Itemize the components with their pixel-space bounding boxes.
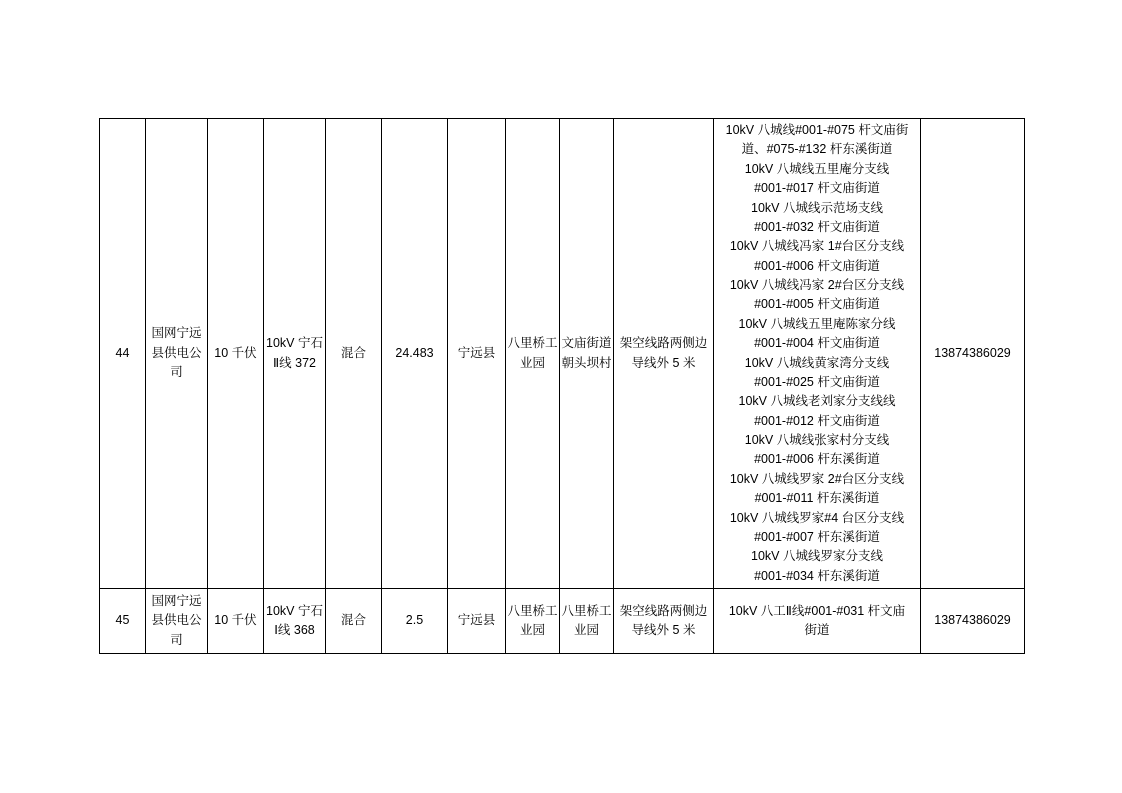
segment-line: #001-#032 杆文庙街道 bbox=[754, 219, 880, 234]
cell-village: 文庙街道朝头坝村 bbox=[560, 119, 614, 589]
cell-protection-range: 架空线路两侧边导线外 5 米 bbox=[614, 589, 714, 654]
cell-unit: 国网宁远县供电公司 bbox=[146, 589, 208, 654]
segment-line: #001-#007 杆东溪街道 bbox=[754, 529, 880, 544]
cell-park: 八里桥工业园 bbox=[506, 589, 560, 654]
segment-line: #001-#025 杆文庙街道 bbox=[754, 374, 880, 389]
segment-line: 10kV 八城线罗家 2#台区分支线 bbox=[729, 471, 905, 486]
cell-unit: 国网宁远县供电公司 bbox=[146, 119, 208, 589]
cell-county: 宁远县 bbox=[448, 119, 506, 589]
table-container bbox=[99, 118, 1024, 654]
segment-list bbox=[715, 121, 919, 586]
cell-line-name: 10kV 宁石Ⅰ线 368 bbox=[264, 589, 326, 654]
segment-line: 10kV 八城线冯家 2#台区分支线 bbox=[729, 278, 905, 292]
segment-line: #001-#006 杆文庙街道 bbox=[754, 258, 880, 273]
cell-nature: 混合 bbox=[326, 119, 382, 589]
table-row bbox=[100, 589, 1025, 654]
segment-line: 10kV 八城线黄家湾分支线 bbox=[744, 355, 890, 370]
segment-line: #001-#006 杆东溪街道 bbox=[754, 452, 880, 467]
segment-line: #001-#011 杆东溪街道 bbox=[754, 491, 880, 506]
segment-line: 10kV 八城线#001-#075 杆文庙街 bbox=[725, 123, 909, 137]
cell-park: 八里桥工业园 bbox=[506, 119, 560, 589]
segment-line: 10kV 八工Ⅱ线#001-#031 杆文庙 bbox=[728, 603, 906, 618]
cell-line-name: 10kV 宁石Ⅱ线 372 bbox=[264, 119, 326, 589]
segment-line: 道、#075-#132 杆东溪街道 bbox=[741, 142, 893, 157]
cell-village: 八里桥工业园 bbox=[560, 589, 614, 654]
power-line-table bbox=[99, 118, 1025, 654]
segment-line: 10kV 八城线老刘家分支线线 bbox=[738, 394, 896, 409]
cell-index: 45 bbox=[100, 589, 146, 654]
segment-line: 10kV 八城线罗家分支线 bbox=[751, 549, 883, 564]
segment-line: 10kV 八城线五里庵分支线 bbox=[744, 161, 890, 176]
cell-protection-range: 架空线路两侧边导线外 5 米 bbox=[614, 119, 714, 589]
cell-phone: 13874386029 bbox=[921, 589, 1025, 654]
segment-line: 10kV 八城线五里庵陈家分线 bbox=[738, 316, 896, 331]
segment-line: #001-#005 杆文庙街道 bbox=[754, 297, 880, 312]
table-row bbox=[100, 119, 1025, 589]
segment-line: 10kV 八城线示范场支线 bbox=[751, 200, 883, 215]
segment-line: #001-#017 杆文庙街道 bbox=[754, 181, 880, 196]
cell-phone: 13874386029 bbox=[921, 119, 1025, 589]
cell-voltage: 10 千伏 bbox=[208, 589, 264, 654]
cell-segments bbox=[714, 119, 921, 589]
segment-line: #001-#004 杆文庙街道 bbox=[754, 336, 880, 351]
cell-length: 2.5 bbox=[382, 589, 448, 654]
cell-county: 宁远县 bbox=[448, 589, 506, 654]
segment-line: 10kV 八城线张家村分支线 bbox=[744, 433, 890, 447]
segment-line: #001-#012 杆文庙街道 bbox=[754, 413, 880, 428]
cell-length: 24.483 bbox=[382, 119, 448, 589]
cell-segments bbox=[714, 589, 921, 654]
segment-line: 街道 bbox=[804, 623, 830, 637]
segment-list bbox=[715, 602, 919, 641]
segment-line: #001-#034 杆东溪街道 bbox=[754, 568, 880, 583]
segment-line: 10kV 八城线罗家#4 台区分支线 bbox=[729, 510, 905, 525]
cell-nature: 混合 bbox=[326, 589, 382, 654]
segment-line: 10kV 八城线冯家 1#台区分支线 bbox=[729, 239, 905, 254]
cell-index: 44 bbox=[100, 119, 146, 589]
cell-voltage: 10 千伏 bbox=[208, 119, 264, 589]
